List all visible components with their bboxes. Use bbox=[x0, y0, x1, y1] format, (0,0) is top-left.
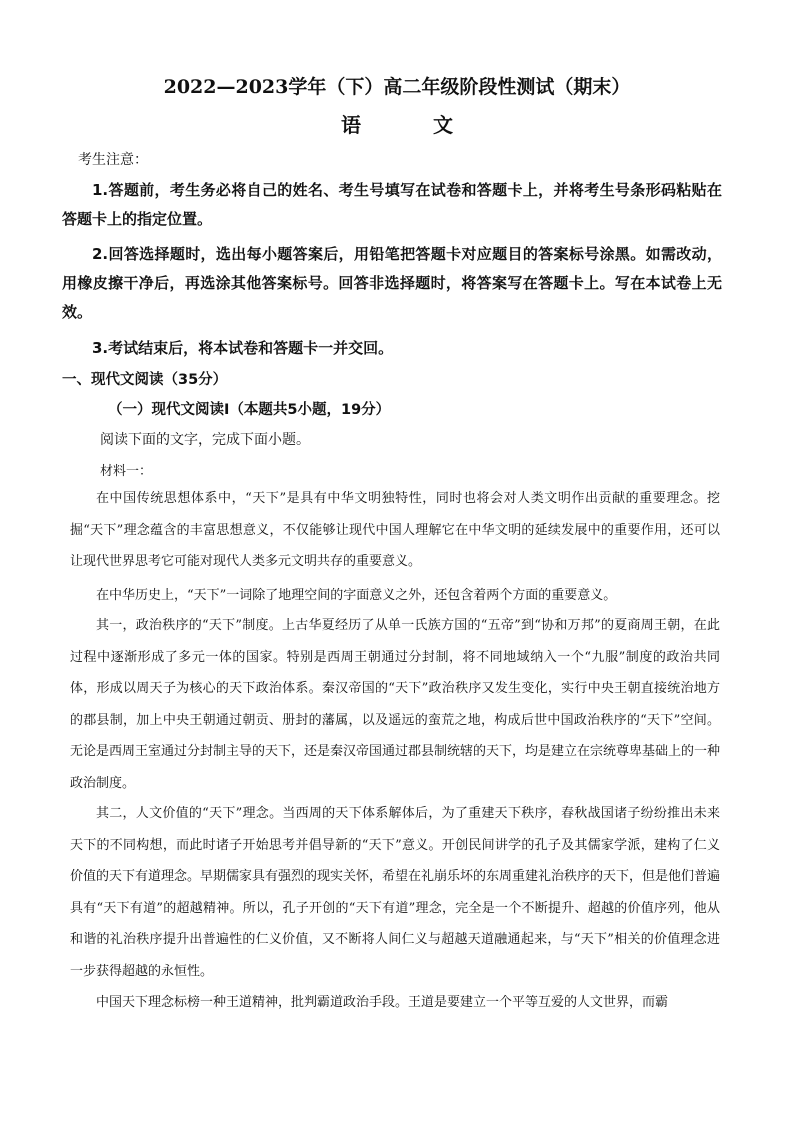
notice-heading: 考生注意： bbox=[78, 152, 148, 168]
exam-title: 2022—2023学年（下）高二年级阶段性测试（期末） bbox=[163, 76, 631, 98]
notice-item-2: 2.回答选择题时，选出每小题答案后，用铅笔把答题卡对应题目的答案标号涂黑。如需改动，用橡皮擦干净后，再选涂其他答案标号。回答非选择题时，将答案写在答题卡上。写在本试卷上无效。 bbox=[62, 245, 722, 321]
reading-instruction: 阅读下面的文字，完成下面小题。 bbox=[100, 432, 310, 448]
section-heading: 一、现代文阅读（35分） bbox=[62, 372, 228, 388]
subsection-heading: （一）现代文阅读Ⅰ（本题共5小题，19分） bbox=[108, 402, 391, 418]
material-paragraph-1: 在中国传统思想体系中，“天下”是具有中华文明独特性，同时也将会对人类文明作出贡献的重要理念。挖掘“天下”理念蕴含的丰富思想意义，不仅能够让现代中国人理解它在中华文明的延续发展中的重要作用，还可以让现代世界思考它可能对现代人类多元文明共存的重要意义。 bbox=[70, 491, 720, 569]
material-paragraph-4: 其二，人文价值的“天下”理念。当西周的天下体系解体后，为了重建天下秩序，春秋战国诸子纷纷推出未来天下的不同构想，而此时诸子开始思考并倡导新的“天下”意义。开创民间讲学的孔子及其儒家学派，建构了仁义价值的天下有道理念。早期儒家具有强烈的现实关怀，希望在礼崩乐坏的东周重建礼治秩序的天下，但是他们普遍具有“天下有道”的超越精神。所以，孔子开创的“天下有道”理念，完全是一个不断提升、超越的价值序列，他从和谐的礼治秩序提升出普遍性的仁义价值，又不断将人间仁义与超越天道融通起来，与“天下”相关的价值理念进一步获得超越的永恒性。 bbox=[70, 806, 721, 979]
notice-item-3: 3.考试结束后，将本试卷和答题卡一并交回。 bbox=[92, 339, 394, 357]
subject-title: 语文 bbox=[341, 113, 525, 137]
notice-item-1: 1.答题前，考生务必将自己的姓名、考生号填写在试卷和答题卡上，并将考生号条形码粘贴在答题卡上的指定位置。 bbox=[62, 181, 722, 228]
material-paragraph-2: 在中华历史上，“天下”一词除了地理空间的字面意义之外，还包含着两个方面的重要意义。 bbox=[96, 588, 617, 603]
material-label: 材料一： bbox=[100, 464, 153, 479]
material-paragraph-5: 中国天下理念标榜一种王道精神，批判霸道政治手段。王道是要建立一个平等互爱的人文世界，而霸 bbox=[96, 995, 669, 1010]
material-paragraph-3: 其一，政治秩序的“天下”制度。上古华夏经历了从单一氏族方国的“五帝”到“协和万邦”的夏商周王朝，在此过程中逐渐形成了多元一体的国家。特别是西周王朝通过分封制，将不同地域纳入一个“九服”制度的政治共同体，形成以周天子为核心的天下政治体系。秦汉帝国的“天下”政治秩序又发生变化，实行中央王朝直接统治地方的郡县制，加上中央王朝通过朝贡、册封的藩属，以及遥远的蛮荒之地，构成后世中国政治秩序的“天下”空间。无论是西周王室通过分封制主导的天下，还是秦汉帝国通过郡县制统辖的天下，均是建立在宗统尊卑基础上的一种政治制度。 bbox=[70, 618, 721, 791]
